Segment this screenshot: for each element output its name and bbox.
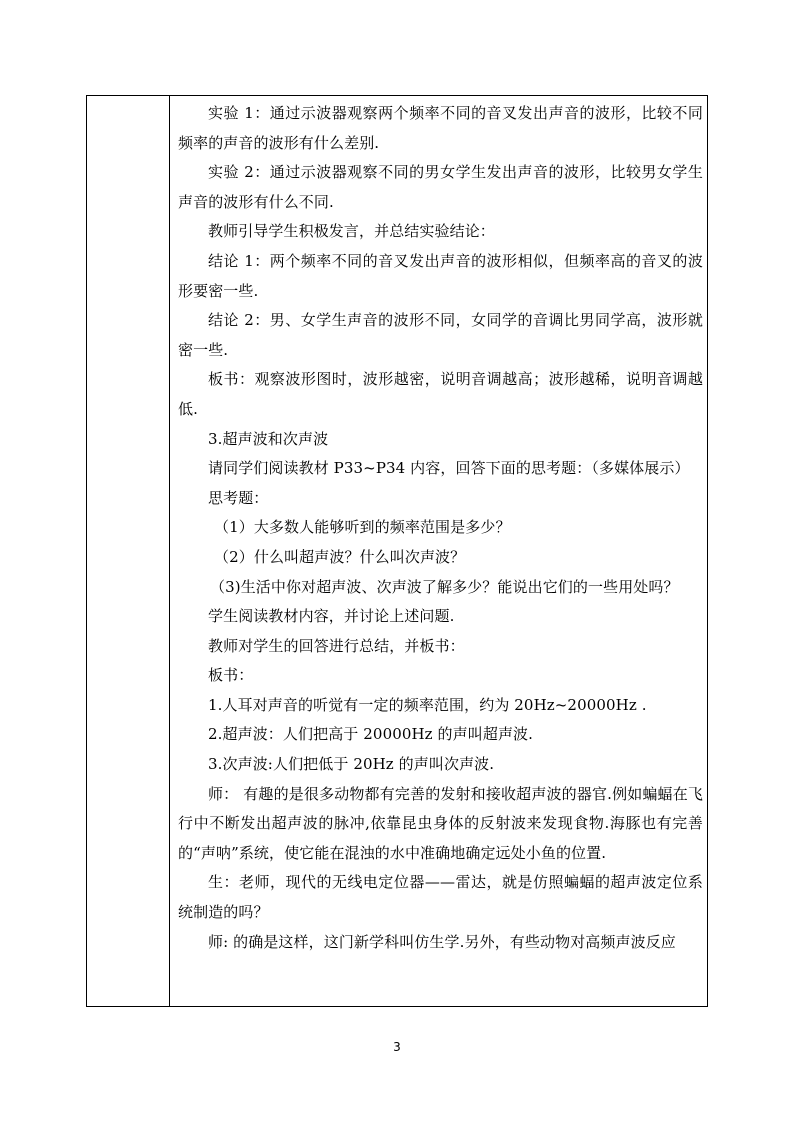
paragraph-experiment-2: 实验 2：通过示波器观察不同的男女学生发出声音的波形，比较男女学生声音的波形有什么不同. [178, 163, 703, 211]
paragraph-board-label: 板书： [208, 666, 254, 685]
column-divider [169, 96, 170, 1006]
question-3: （3)生活中你对超声波、次声波了解多少？能说出它们的一些用处吗？ [210, 577, 679, 596]
paragraph-teacher-guide: 教师引导学生积极发言，并总结实验结论： [208, 222, 495, 241]
paragraph-teacher-summary: 教师对学生的回答进行总结，并板书： [208, 636, 465, 655]
lesson-content-cell [178, 99, 703, 957]
page-number: 3 [393, 1040, 401, 1054]
paragraph-teacher-animals: 师： 有趣的是很多动物都有完善的发射和接收超声波的器官.例如蝙蝠在飞行中不断发出超声波的脉冲,依靠昆虫身体的反射波来发现食物.海豚也有完善的“声呐”系统，使它能在混浊的水中准确地确定远处小鱼的位置. [178, 784, 703, 862]
paragraph-reading-task: 请同学们阅读教材 P33~P34 内容，回答下面的思考题：（多媒体展示） [208, 459, 690, 478]
lesson-table [86, 95, 708, 1007]
section-heading-ultrasound-infrasound: 3.超声波和次声波 [208, 429, 329, 448]
paragraph-student-radar: 生：老师，现代的无线电定位器——雷达，就是仿照蝙蝠的超声波定位系统制造的吗？ [178, 873, 703, 922]
paragraph-questions-label: 思考题： [208, 488, 269, 507]
question-2: （2）什么叫超声波？什么叫次声波？ [214, 547, 466, 566]
board-item-2: 2.超声波：人们把高于 20000Hz 的声叫超声波. [208, 725, 534, 744]
paragraph-experiment-1: 实验 1：通过示波器观察两个频率不同的音叉发出声音的波形，比较不同频率的声音的波形有什么差别. [178, 104, 703, 152]
question-1: （1）大多数人能够听到的频率范围是多少？ [214, 518, 511, 537]
paragraph-conclusion-2: 结论 2：男、女学生声音的波形不同，女同学的音调比男同学高，波形就密一些. [178, 311, 703, 359]
board-item-3: 3.次声波:人们把低于 20Hz 的声叫次声波. [208, 755, 495, 774]
board-item-1: 1.人耳对声音的听觉有一定的频率范围，约为 20Hz~20000Hz . [208, 695, 647, 714]
paragraph-board-note-waveform: 板书：观察波形图时，波形越密，说明音调越高；波形越稀，说明音调越低. [178, 370, 703, 418]
paragraph-students-read: 学生阅读教材内容，并讨论上述问题. [208, 607, 455, 626]
paragraph-conclusion-1: 结论 1：两个频率不同的音叉发出声音的波形相似，但频率高的音叉的波形要密一些. [178, 251, 703, 300]
paragraph-teacher-bionics: 师: 的确是这样，这门新学科叫仿生学.另外，有些动物对高频声波反应 [208, 932, 676, 951]
